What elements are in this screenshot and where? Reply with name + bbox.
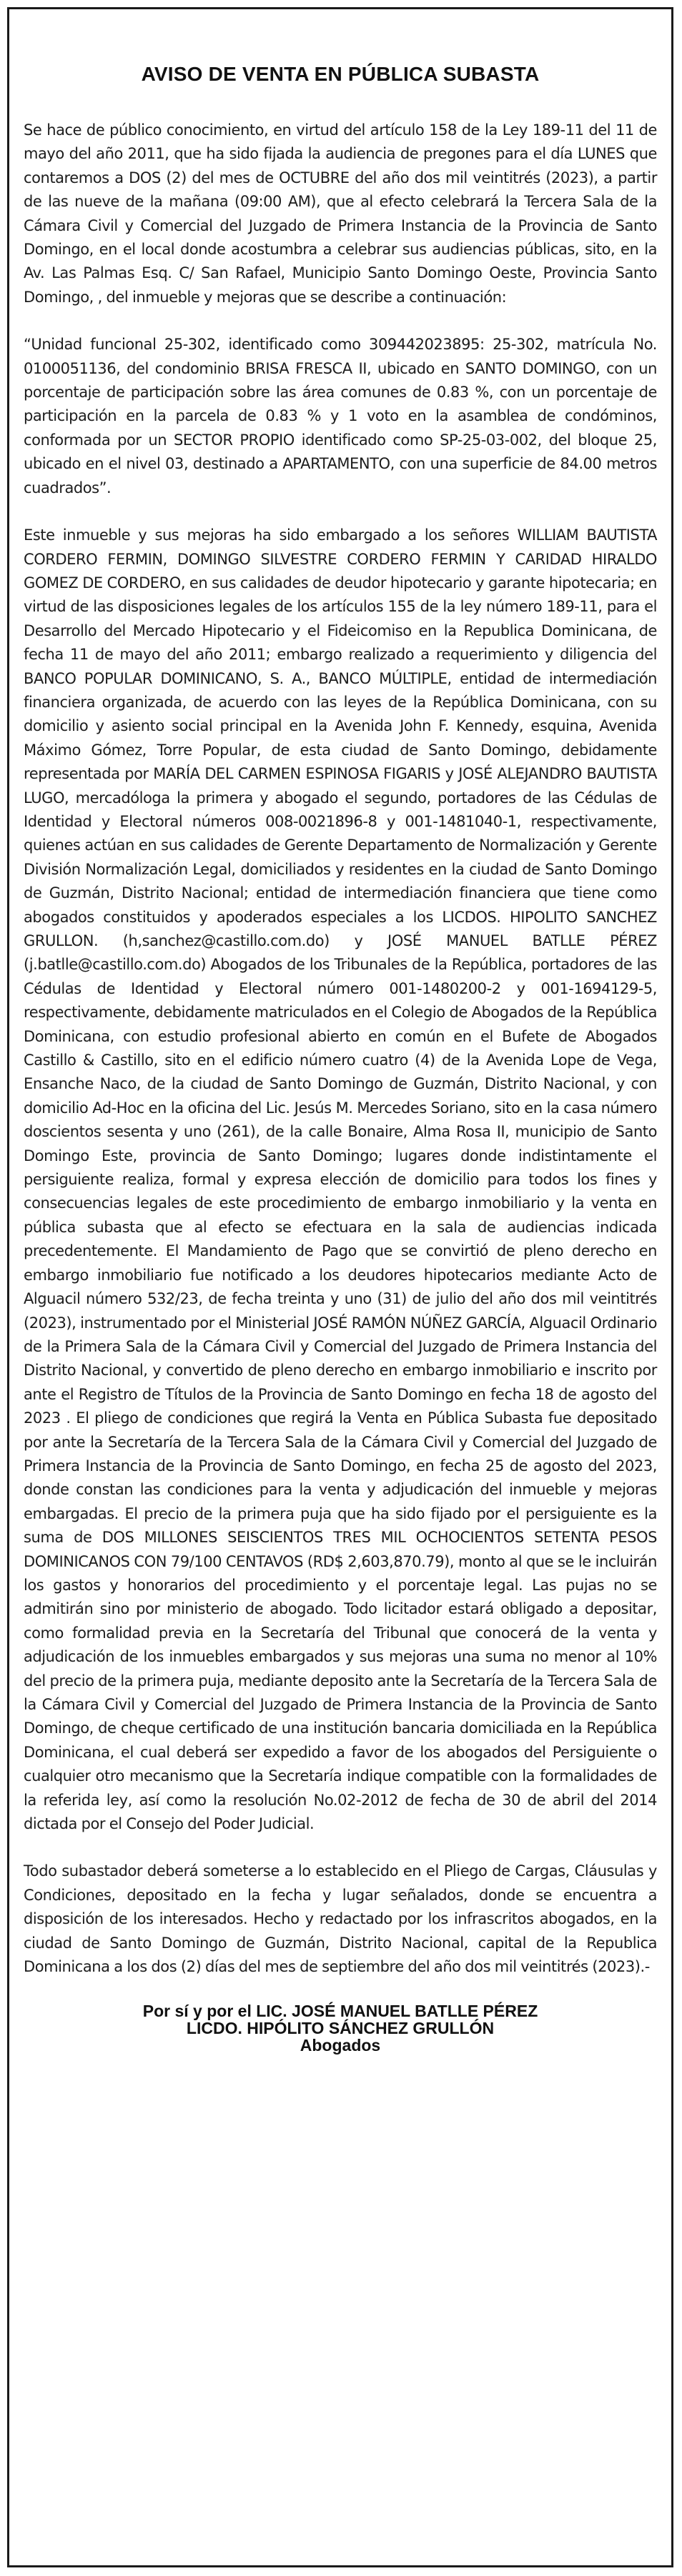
paragraph-hearing-announcement: Se hace de público conocimiento, en virtud del artículo 158 de la Ley 189-11 del 11 de mayo del año 2011, que ha sido fijada la audiencia de pregones para el día LUNES que contaremos a DOS (2) del mes de OCTUBRE del año dos mil veintitrés (2023), a partir de las nueve de la mañana (09:00 AM), que al efecto celebrará la Tercera Sala de la Cámara Civil y Comercial del Juzgado de Primera Instancia de la Provincia de Santo Domingo, en el local donde acostumbra a celebrar sus audiencias públicas, sito, en la Av. Las Palmas Esq. C/ San Rafael, Municipio Santo Domingo Oeste, Provincia Santo Domingo, , del inmueble y mejoras que se describe a continuación:: [24, 121, 657, 306]
signature-line-3: Abogados: [300, 2036, 381, 2055]
notice-title: AVISO DE VENTA EN PÚBLICA SUBASTA: [141, 63, 540, 85]
signature-line-1: Por sí y por el LIC. JOSÉ MANUEL BATLLE PÉREZ: [142, 2002, 538, 2021]
signature-line-2: LICDO. HIPÓLITO SÁNCHEZ GRULLÓN: [186, 2019, 495, 2038]
signature-block: [24, 2002, 657, 2054]
paragraph-bidder-conditions: Todo subastador deberá someterse a lo establecido en el Pliego de Cargas, Cláusulas y Condiciones, depositado en la fecha y lugar señalados, donde se encuentra a disposición de los interesados. Hecho y redactado por los infrascritos abogados, en la ciudad de Santo Domingo de Guzmán, Distrito Nacional, capital de la Republica Dominicana a los dos (2) días del mes de septiembre del año dos mil veintitrés (2023).-: [24, 1862, 657, 1976]
notice-content: [24, 63, 657, 2054]
paragraph-seizure-details: Este inmueble y sus mejoras ha sido embargado a los señores WILLIAM BAUTISTA CORDERO FERMIN, DOMINGO SILVESTRE CORDERO FERMIN Y CARIDAD HIRALDO GOMEZ DE CORDERO, en sus calidades de deudor hipotecario y garante hipotecaria; en virtud de las disposiciones legales de los artículos 155 de la ley número 189-11, para el Desarrollo del Mercado Hipotecario y el Fideicomiso en la Republica Dominicana, de fecha 11 de mayo del año 2011; embargo realizado a requerimiento y diligencia del BANCO POPULAR DOMINICANO, S. A., BANCO MÚLTIPLE, entidad de intermediación financiera organizada, de acuerdo con las leyes de la República Dominicana, con su domicilio y asiento social principal en la Avenida John F. Kennedy, esquina, Avenida Máximo Gómez, Torre Popular, de esta ciudad de Santo Domingo, debidamente representada por MARÍA DEL CARMEN ESPINOSA FIGARIS y JOSÉ ALEJANDRO BAUTISTA LUGO, mercadóloga la primera y abogado el segundo, portadores de las Cédulas de Identidad y Electoral números 008-0021896-8 y 001-1481040-1, respectivamente, quienes actúan en sus calidades de Gerente Departamento de Normalización y Gerente División Normalización Legal, domiciliados y residentes en la ciudad de Santo Domingo de Guzmán, Distrito Nacional; entidad de intermediación financiera que tiene como abogados constituidos y apoderados especiales a los LICDOS. HIPOLITO SANCHEZ GRULLON. (h,sanchez@castillo.com.do) y JOSÉ MANUEL BATLLE PÉREZ (j.batlle@castillo.com.do) Abogados de los Tribunales de la República, portadores de las Cédulas de Identidad y Electoral número 001-1480200-2 y 001-1694129-5, respectivamente, debidamente matriculados en el Colegio de Abogados de la República Dominicana, con estudio profesional abierto en común en el Bufete de Abogados Castillo & Castillo, sito en el edificio número cuatro (4) de la Avenida Lope de Vega, Ensanche Naco, de la ciudad de Santo Domingo de Guzmán, Distrito Nacional, y con domicilio Ad-Hoc en la oficina del Lic. Jesús M. Mercedes Soriano, sito en la casa número doscientos sesenta y uno (261), de la calle Bonaire, Alma Rosa II, municipio de Santo Domingo Este, provincia de Santo Domingo; lugares donde indistintamente el persiguiente realiza, formal y expresa elección de domicilio para todos los fines y consecuencias legales de este procedimiento de embargo inmobiliario y la venta en pública subasta que al efecto se efectuara en la sala de audiencias indicada precedentemente. El Mandamiento de Pago que se convirtió de pleno derecho en embargo inmobiliario fue notificado a los deudores hipotecarios mediante Acto de Alguacil número 532/23, de fecha treinta y uno (31) de julio del año dos mil veintitrés (2023), instrumentado por el Ministerial JOSÉ RAMÓN NÚÑEZ GARCÍA, Alguacil Ordinario de la Primera Sala de la Cámara Civil y Comercial del Juzgado de Primera Instancia del Distrito Nacional, y convertido de pleno derecho en embargo inmobiliario e inscrito por ante el Registro de Títulos de la Provincia de Santo Domingo en fecha 18 de agosto del 2023 . El pliego de condiciones que regirá la Venta en Pública Subasta fue depositado por ante la Secretaría de la Tercera Sala de la Cámara Civil y Comercial del Juzgado de Primera Instancia de la Provincia de Santo Domingo, en fecha 25 de agosto del 2023, donde constan las condiciones para la venta y adjudicación del inmueble y mejoras embargadas. El precio de la primera puja que ha sido fijado por el persiguiente es la suma de DOS MILLONES SEISCIENTOS TRES MIL OCHOCIENTOS SETENTA PESOS DOMINICANOS CON 79/100 CENTAVOS (RD$ 2,603,870.79), monto al que se le incluirán los gastos y honorarios del procedimiento y el porcentaje legal. Las pujas no se admitirán sino por ministerio de abogado. Todo licitador estará obligado a depositar, como formalidad previa en la Secretaría del Tribunal que conocerá de la venta y adjudicación de los inmuebles embargados y sus mejoras una suma no menor al 10% del precio de la primera puja, mediante deposito ante la Secretaría de la Tercera Sala de la Cámara Civil y Comercial del Juzgado de Primera Instancia de la Provincia de Santo Domingo, de cheque certificado de una institución bancaria domiciliada en la República Dominicana, el cual deberá ser expedido a favor de los abogados del Persiguiente o cualquier otro mecanismo que la Secretaría indique compatible con la formalidades de la referida ley, así como la resolución No.02-2012 de fecha de 30 de abril del 2014 dictada por el Consejo del Poder Judicial.: [24, 526, 657, 1833]
paragraph-property-description: “Unidad funcional 25-302, identificado como 309442023895: 25-302, matrícula No. 0100051136, del condominio BRISA FRESCA II, ubicado en SANTO DOMINGO, con un porcentaje de participación sobre las área comunes de 0.83 %, con un porcentaje de participación en la parcela de 0.83 % y 1 voto en la asamblea de condóminos, conformada por un SECTOR PROPIO identificado como SP-25-03-002, del bloque 25, ubicado en el nivel 03, destinado a APARTAMENTO, con una superficie de 84.00 metros cuadrados”.: [24, 336, 657, 496]
auction-notice: [7, 7, 673, 2567]
